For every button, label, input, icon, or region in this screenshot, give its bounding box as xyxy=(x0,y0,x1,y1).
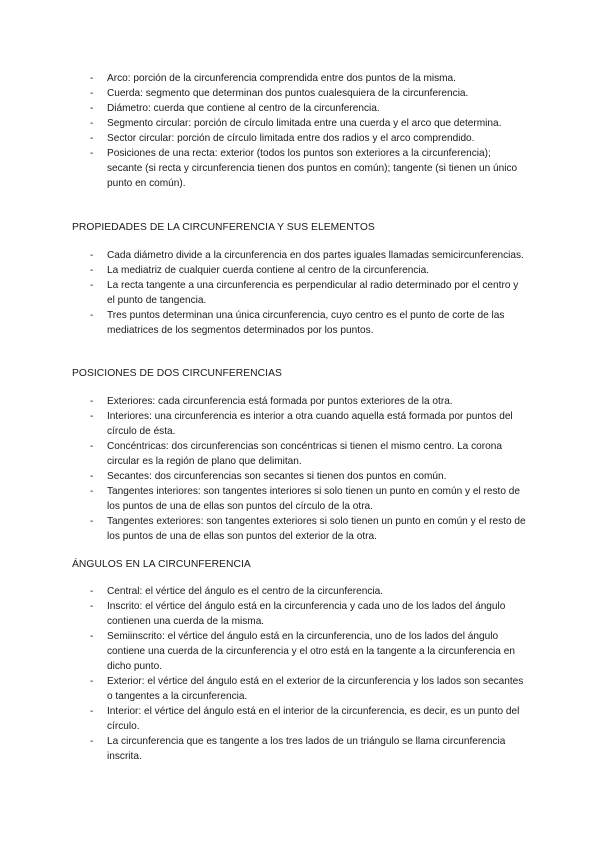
list-item: - Central: el vértice del ángulo es el centro de la circunferencia. xyxy=(86,584,526,599)
list-item: - La recta tangente a una circunferencia es perpendicular al radio determinado por el centro y el punto de tangencia. xyxy=(86,278,526,308)
list-item: - Cuerda: segmento que determinan dos puntos cualesquiera de la circunferencia. xyxy=(86,86,526,101)
list-item: - Cada diámetro divide a la circunferencia en dos partes iguales llamadas semicircunferencias. xyxy=(86,248,526,263)
list-item: - Interior: el vértice del ángulo está en el interior de la circunferencia, es decir, es un punto del círculo. xyxy=(86,704,526,734)
list-item: - Inscrito: el vértice del ángulo está en la circunferencia y cada uno de los lados del ángulo contienen una cuerda de la misma. xyxy=(86,599,526,629)
list-item: - Posiciones de una recta: exterior (todos los puntos son exteriores a la circunferencia); secante (si recta y circunferencia tienen dos puntos en común); tangente (si tienen un único punto en común). xyxy=(86,146,526,191)
list-item: - La circunferencia que es tangente a los tres lados de un triángulo se llama circunferencia inscrita. xyxy=(86,734,526,764)
list-item: - Arco: porción de la circunferencia comprendida entre dos puntos de la misma. xyxy=(86,71,526,86)
list-item: - Exterior: el vértice del ángulo está en el exterior de la circunferencia y los lados son secantes o tangentes a la circunferencia. xyxy=(86,674,526,704)
list-item: - Secantes: dos circunferencias son secantes si tienen dos puntos en común. xyxy=(86,469,526,484)
list-item: - Segmento circular: porción de círculo limitada entre una cuerda y el arco que determina. xyxy=(86,116,526,131)
list-item: - Tangentes exteriores: son tangentes exteriores si solo tienen un punto en común y el resto de los puntos de una de ellas son puntos del exterior de la otra. xyxy=(86,514,526,544)
section-heading-propiedades: PROPIEDADES DE LA CIRCUNFERENCIA Y SUS ELEMENTOS xyxy=(72,222,375,233)
list-item: - Concéntricas: dos circunferencias son concéntricas si tienen el mismo centro. La corona circular es la región de plano que delimitan. xyxy=(86,439,526,469)
section-heading-angulos: ÁNGULOS EN LA CIRCUNFERENCIA xyxy=(72,559,251,570)
section-heading-posiciones: POSICIONES DE DOS CIRCUNFERENCIAS xyxy=(72,368,282,379)
list-item: - Interiores: una circunferencia es interior a otra cuando aquella está formada por puntos del círculo de ésta. xyxy=(86,409,526,439)
elements-list xyxy=(86,71,526,191)
list-item: - Exteriores: cada circunferencia está formada por puntos exteriores de la otra. xyxy=(86,394,526,409)
list-item: - Tres puntos determinan una única circunferencia, cuyo centro es el punto de corte de las mediatrices de los segmentos determinados por los puntos. xyxy=(86,308,526,338)
posiciones-list xyxy=(86,394,526,544)
list-item: - Sector circular: porción de círculo limitada entre dos radios y el arco comprendido. xyxy=(86,131,526,146)
list-item: - Semiinscrito: el vértice del ángulo está en la circunferencia, uno de los lados del ángulo contiene una cuerda de la circunferencia y el otro está en la tangente a la circunferencia en dicho punto. xyxy=(86,629,526,674)
propiedades-list xyxy=(86,248,526,338)
list-item: - Diámetro: cuerda que contiene al centro de la circunferencia. xyxy=(86,101,526,116)
list-item: - La mediatriz de cualquier cuerda contiene al centro de la circunferencia. xyxy=(86,263,526,278)
angulos-list xyxy=(86,584,526,764)
list-item: - Tangentes interiores: son tangentes interiores si solo tienen un punto en común y el resto de los puntos de una de ellas son puntos del círculo de la otra. xyxy=(86,484,526,514)
